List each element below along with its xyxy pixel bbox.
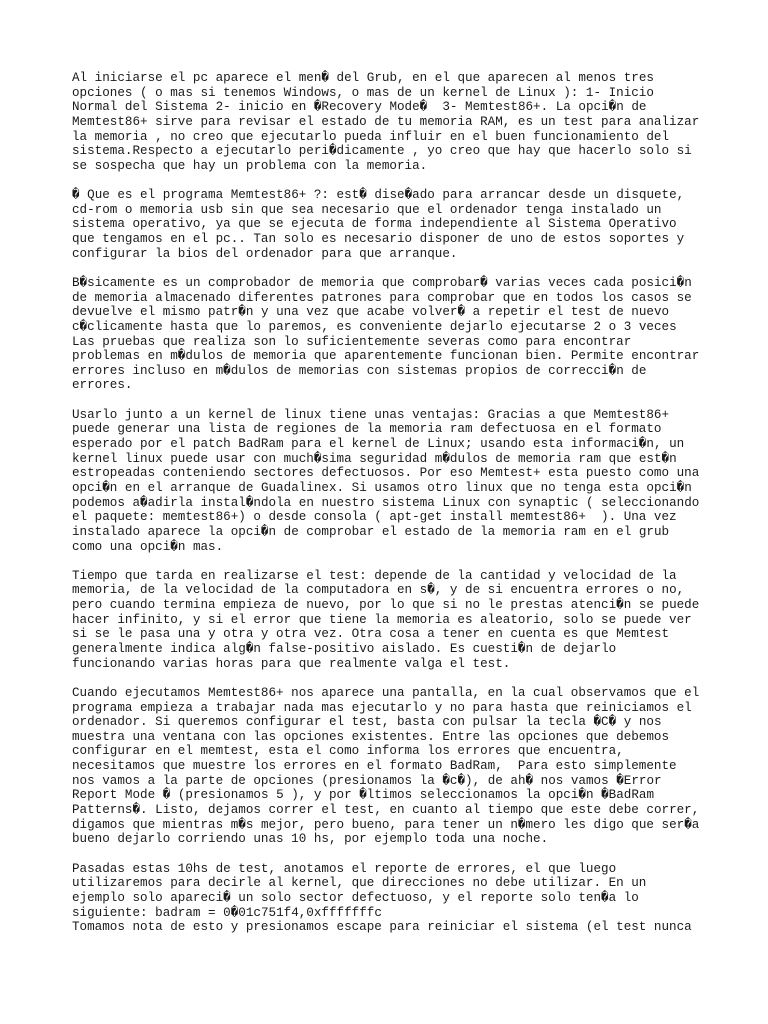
text-line: c�clicamente hasta que lo paremos, es conveniente dejarlo ejecutarse 2 o 3 veces — [72, 319, 677, 334]
text-line: errores incluso en m�dulos de memorias con sistemas propios de correcci�n de — [72, 363, 647, 378]
paragraph-4 — [72, 408, 712, 554]
text-line: Tomamos nota de esto y presionamos escape para reiniciar el sistema (el test nunca — [72, 920, 692, 935]
text-line: cd-rom o memoria usb sin que sea necesario que el ordenador tenga instalado un — [72, 202, 662, 217]
paragraph-3 — [72, 276, 712, 393]
text-line: pero cuando termina empieza de nuevo, por lo que si no le prestas atenci�n se puede — [72, 598, 700, 613]
text-line: opciones ( o mas si tenemos Windows, o mas de un kernel de Linux ): 1- Inicio — [72, 85, 654, 100]
text-line: generalmente indica alg�n false-positivo aislado. Es cuesti�n de dejarlo — [72, 641, 617, 656]
text-line: sistema operativo, ya que se ejecuta de forma independiente al Sistema Operativo — [72, 217, 677, 232]
text-line: Pasadas estas 10hs de test, anotamos el reporte de errores, el que luego — [72, 861, 617, 876]
paragraph-1 — [72, 71, 712, 173]
text-line: Report Mode � (presionamos 5 ), y por �ltimos seleccionamos la opci�n �BadRam — [72, 788, 655, 803]
text-line: el paquete: memtest86+) o desde consola ( apt-get install memtest86+ ). Una vez — [72, 510, 677, 525]
text-line: kernel linux puede usar con much�sima seguridad m�dulos de memoria ram que est�n — [72, 451, 677, 466]
text-line: la memoria , no creo que ejecutarlo pueda influir en el buen funcionamiento del — [72, 129, 670, 144]
text-line: si se le pasa una y otra y otra vez. Otra cosa a tener en cuenta es que Memtest — [72, 627, 670, 642]
text-line: podemos a�adirla instal�ndola en nuestro sistema Linux con synaptic ( seleccionando — [72, 495, 700, 510]
text-line: memoria, de la velocidad de la computadora en s�, y de si encuentra errores o no, — [72, 583, 685, 598]
text-line: sistema.Respecto a ejecutarlo peri�dicamente , yo creo que hay que hacerlo solo si — [72, 144, 692, 159]
text-line: estropeadas conteniendo sectores defectuosos. Por eso Memtest+ esta puesto como una — [72, 466, 700, 481]
text-line: ordenador. Si queremos configurar el test, basta con pulsar la tecla �C� y nos — [72, 715, 662, 730]
text-line: Las pruebas que realiza son lo suficientemente severas como para encontrar — [72, 334, 632, 349]
paragraph-2 — [72, 188, 712, 261]
text-line: opci�n en el arranque de Guadalinex. Si usamos otro linux que no tenga esta opci�n — [72, 480, 692, 495]
text-line: nos vamos a la parte de opciones (presionamos la �c�), de ah� nos vamos �Error — [72, 773, 662, 788]
text-line: utilizaremos para decirle al kernel, que direcciones no debe utilizar. En un — [72, 876, 647, 891]
text-line: como una opci�n mas. — [72, 539, 224, 554]
text-line: Tiempo que tarda en realizarse el test: depende de la cantidad y velocidad de la — [72, 568, 677, 583]
text-line: devuelve el mismo patr�n y una vez que acabe volver� a repetir el test de nuevo — [72, 305, 670, 320]
document-page — [72, 71, 712, 935]
text-line: Usarlo junto a un kernel de linux tiene unas ventajas: Gracias a que Memtest86+ — [72, 407, 670, 422]
text-line: esperado por el patch BadRam para el kernel de Linux; usando esta informaci�n, un — [72, 437, 685, 452]
text-line: bueno dejarlo corriendo unas 10 hs, por ejemplo toda una noche. — [72, 832, 549, 847]
text-line: hacer infinito, y si el error que tiene la memoria es aleatorio, solo se puede ver — [72, 612, 692, 627]
text-line: Cuando ejecutamos Memtest86+ nos aparece una pantalla, en la cual observamos que el — [72, 685, 700, 700]
paragraph-6 — [72, 686, 712, 847]
paragraph-5 — [72, 569, 712, 671]
text-line: � Que es el programa Memtest86+ ?: est� dise�ado para arrancar desde un disquete, — [72, 188, 685, 203]
text-line: instalado aparece la opci�n de comprobar el estado de la memoria ram en el grub — [72, 524, 670, 539]
text-line: configurar en el memtest, esta el como informa los errores que encuentra, — [72, 744, 624, 759]
text-line: ejemplo solo apareci� un solo sector defectuoso, y el reporte solo ten�a lo — [72, 890, 639, 905]
text-line: puede generar una lista de regiones de la memoria ram defectuosa en el formato — [72, 422, 662, 437]
text-line: Patterns�. Listo, dejamos correr el test, en cuanto al tiempo que este debe correr, — [72, 803, 700, 818]
text-line: muestra una ventana con las opciones existentes. Entre las opciones que debemos — [72, 729, 670, 744]
text-line: problemas en m�dulos de memoria que aparentemente funcionan bien. Permite encontrar — [72, 349, 700, 364]
text-line: Normal del Sistema 2- inicio en �Recovery Mode� 3- Memtest86+. La opci�n de — [72, 100, 647, 115]
text-line: digamos que mientras m�s mejor, pero bueno, para tener un n�mero les digo que ser�a — [72, 817, 700, 832]
text-line: funcionando varias horas para que realmente valga el test. — [72, 656, 511, 671]
text-line: B�sicamente es un comprobador de memoria que comprobar� varias veces cada posici�n — [72, 275, 692, 290]
text-line: que tengamos en el pc.. Tan solo es necesario disponer de uno de estos soportes y — [72, 232, 685, 247]
text-line: se sospecha que hay un problema con la memoria. — [72, 158, 428, 173]
paragraph-7 — [72, 862, 712, 935]
text-line: programa empieza a trabajar nada mas ejecutarlo y no para hasta que reiniciamos el — [72, 700, 692, 715]
text-line: siguiente: badram = 0�01c751f4,0xfffffffc — [72, 905, 382, 920]
text-line: errores. — [72, 378, 133, 393]
text-line: Memtest86+ sirve para revisar el estado de tu memoria RAM, es un test para analizar — [72, 114, 700, 129]
text-line: Al iniciarse el pc aparece el men� del Grub, en el que aparecen al menos tres — [72, 71, 654, 85]
text-line: de memoria almacenado diferentes patrones para comprobar que en todos los casos se — [72, 290, 692, 305]
text-line: configurar la bios del ordenador para que arranque. — [72, 246, 458, 261]
text-line: necesitamos que muestre los errores en el formato BadRam, Para esto simplemente — [72, 759, 677, 774]
